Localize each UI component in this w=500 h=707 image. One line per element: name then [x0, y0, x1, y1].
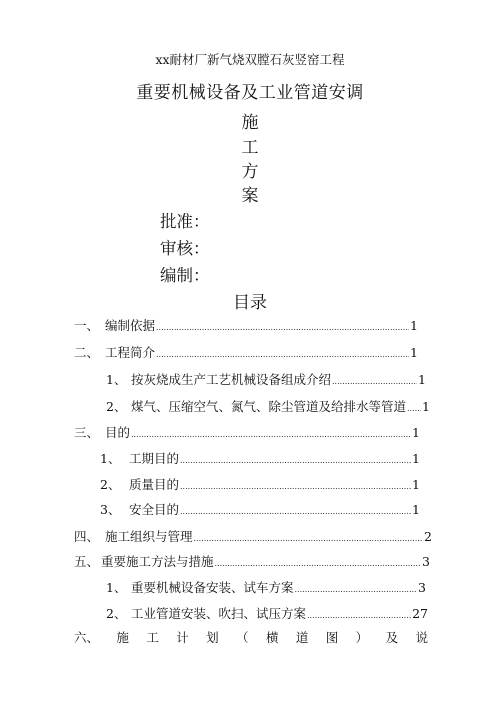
toc-entry-number: 二、 [74, 345, 100, 360]
toc-entry[interactable] [74, 316, 418, 334]
toc-entry-text: 安全目的 [129, 502, 180, 517]
title-char-3: 方 [241, 162, 259, 182]
toc-entry[interactable] [100, 475, 420, 493]
toc-leader-dots [194, 534, 424, 544]
toc-partial-char: 划 [206, 630, 219, 645]
toc-leader-dots [180, 482, 411, 492]
toc-leader-dots [180, 507, 411, 517]
toc-partial-char: 及 [385, 630, 399, 645]
toc-entry-page: 1 [412, 477, 420, 492]
toc-entry[interactable] [106, 578, 426, 596]
toc-partial-char: 计 [176, 630, 189, 645]
toc-entry-text: 按灰烧成生产工艺机械设备组成介绍 [131, 372, 332, 387]
toc-entry-number: 三、 [74, 425, 100, 440]
toc-entry[interactable] [74, 527, 432, 545]
toc-entry-text: 煤气、压缩空气、氮气、除尘管道及给排水等管道 [131, 399, 407, 414]
toc-entry[interactable] [74, 423, 420, 441]
toc-entry-page: 1 [412, 451, 420, 466]
toc-entry[interactable] [106, 604, 428, 622]
toc-entry-text: 目的 [105, 425, 131, 440]
toc-entry-page: 1 [422, 399, 430, 414]
toc-entry-page: 1 [418, 372, 426, 387]
toc-leader-dots [307, 611, 411, 621]
toc-leader-dots [156, 350, 409, 360]
toc-entry-number: 一、 [74, 318, 100, 333]
toc-entry-number: 1、 [100, 451, 121, 466]
toc-entry-partial[interactable] [74, 628, 428, 646]
toc-partial-char: 道 [295, 630, 309, 645]
toc-partial-char: 说 [415, 630, 428, 645]
toc-leader-dots [215, 559, 422, 569]
review-label: 审核： [160, 239, 210, 258]
toc-leader-dots [156, 323, 409, 333]
toc-entry-page: 1 [412, 502, 420, 517]
title-char-2: 工 [241, 138, 259, 158]
title-char-4: 案 [241, 186, 259, 206]
toc-entry-number: 3、 [100, 502, 121, 517]
toc-partial-char: 施 [116, 630, 129, 645]
approve-label: 批准： [160, 212, 210, 231]
toc-entry-text: 质量目的 [129, 477, 180, 492]
toc-entry-number: 2、 [106, 399, 127, 414]
toc-entry-page: 27 [412, 606, 428, 621]
toc-entry-page: 1 [410, 345, 418, 360]
toc-partial-char: 横 [265, 630, 279, 645]
toc-entry-page: 2 [424, 529, 432, 544]
toc-entry[interactable] [74, 343, 418, 361]
toc-entry[interactable] [100, 449, 420, 467]
toc-entry-page: 1 [412, 425, 420, 440]
toc-entry[interactable] [106, 397, 430, 415]
toc-entry-text: 工程简介 [105, 345, 156, 360]
toc-leader-dots [295, 585, 418, 595]
toc-entry[interactable] [100, 500, 420, 518]
toc-leader-dots [131, 430, 411, 440]
toc-partial-char: 工 [146, 630, 159, 645]
toc-entry-text: 工期目的 [129, 451, 180, 466]
toc-entry-text: 编制依据 [105, 318, 156, 333]
document-subtitle: xx耐材厂新气烧双膛石灰竖窑工程 [155, 52, 345, 67]
toc-partial-char: 图 [325, 630, 339, 645]
toc-entry-page: 3 [422, 554, 430, 569]
toc-entry-text: 工业管道安装、吹扫、试压方案 [131, 606, 307, 621]
toc-leader-dots [180, 456, 411, 466]
toc-entry-number: 1、 [106, 372, 127, 387]
toc-leader-dots [332, 377, 417, 387]
toc-partial-char: ） [355, 630, 369, 645]
toc-entry-text: 重要机械设备安装、试车方案 [131, 580, 294, 595]
toc-entry-number: 2、 [106, 606, 127, 621]
toc-entry-number: 1、 [106, 580, 127, 595]
toc-entry-number: 2、 [100, 477, 121, 492]
document-title: 重要机械设备及工业管道安调 [136, 83, 364, 103]
toc-entry-page: 3 [418, 580, 426, 595]
toc-entry-page: 1 [410, 318, 418, 333]
toc-entry[interactable] [74, 552, 430, 570]
toc-partial-char: （ [236, 630, 249, 645]
toc-entry-number: 五、 [74, 554, 100, 569]
toc-entry-number: 四、 [74, 529, 100, 544]
prepare-label: 编制： [160, 266, 210, 285]
toc-leader-dots [407, 404, 421, 414]
title-char-1: 施 [241, 113, 259, 133]
toc-entry-text: 重要施工方法与措施 [101, 554, 214, 569]
toc-title: 目录 [233, 293, 267, 313]
toc-partial-char: 六、 [74, 630, 100, 645]
toc-entry-text: 施工组织与管理 [105, 529, 193, 544]
toc-entry[interactable] [106, 370, 426, 388]
